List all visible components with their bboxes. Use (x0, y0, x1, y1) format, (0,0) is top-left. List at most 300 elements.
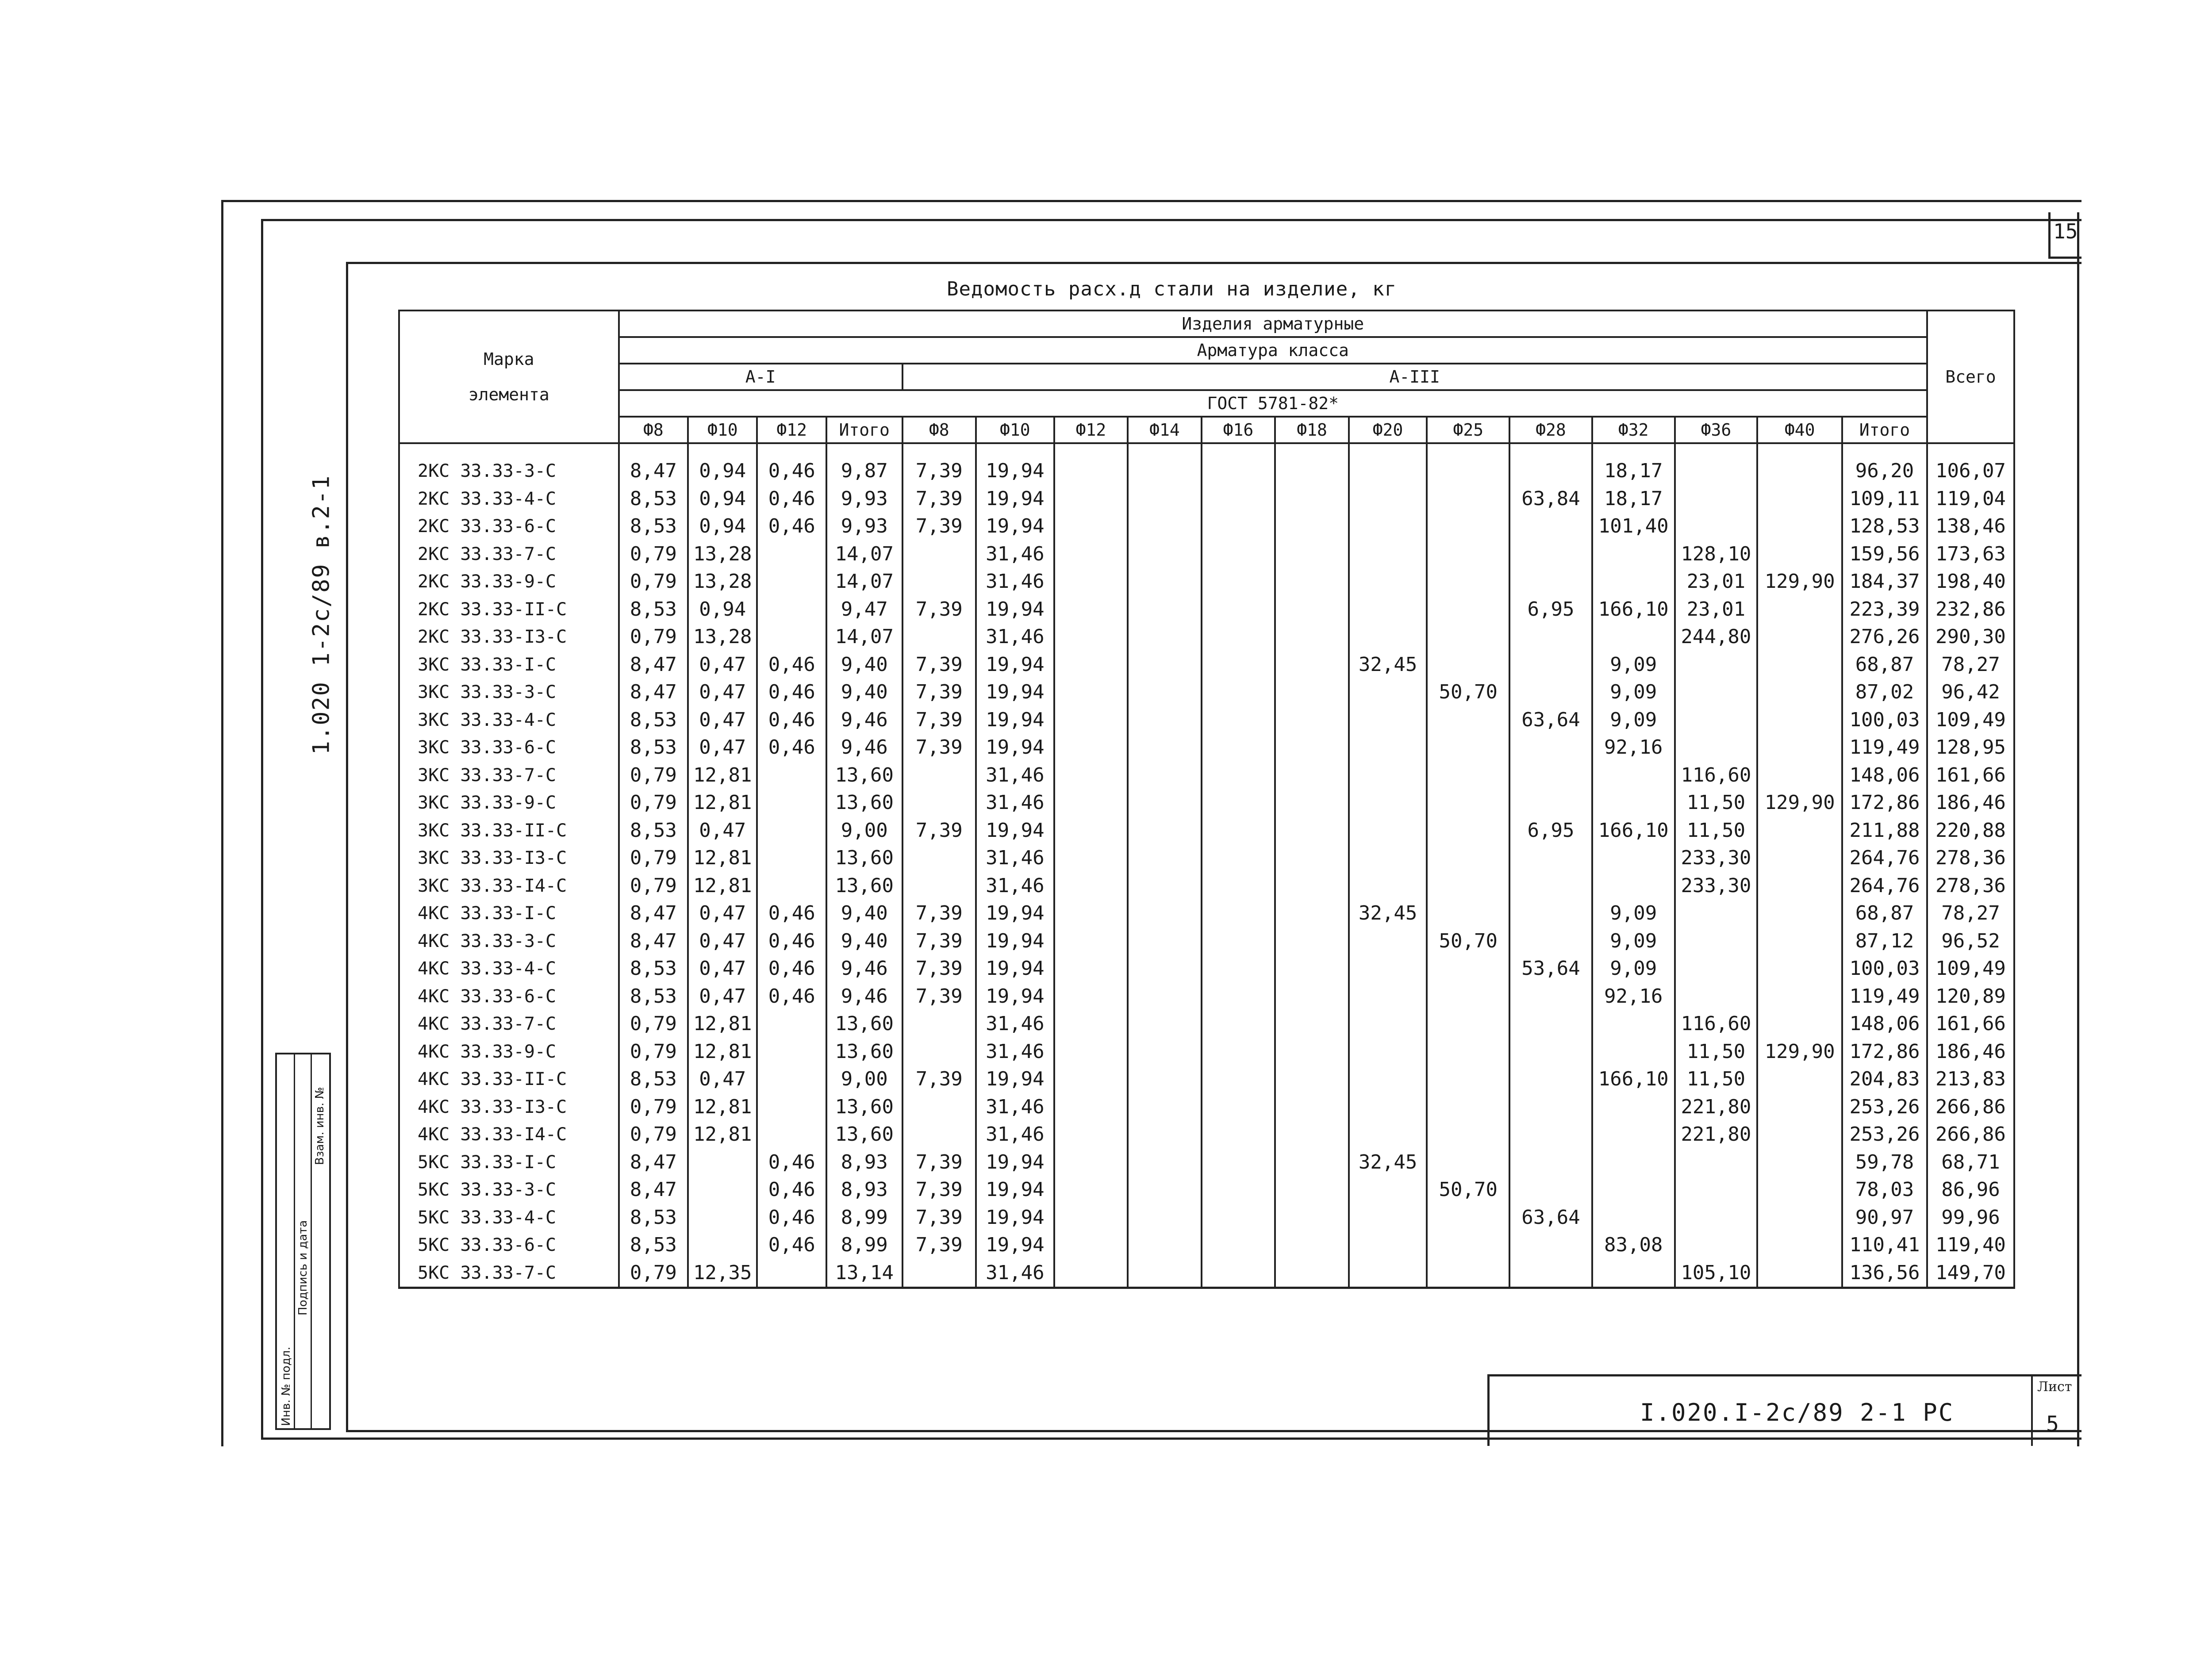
value-cell: 119,49 (1842, 734, 1927, 762)
header-group: Изделия арматурные (619, 310, 1927, 337)
value-cell (1275, 540, 1349, 568)
value-cell (1128, 762, 1202, 790)
value-cell: 106,07 (1927, 443, 2014, 485)
sheet-cell (2031, 1376, 2081, 1446)
value-cell: 9,47 (826, 596, 902, 624)
value-cell: 253,26 (1842, 1121, 1927, 1149)
value-cell (1509, 1231, 1592, 1259)
value-cell (1054, 596, 1128, 624)
value-cell: 8,47 (619, 678, 688, 706)
value-cell (1128, 443, 1202, 485)
value-cell (1202, 678, 1275, 706)
value-cell (1427, 443, 1509, 485)
value-cell: 9,40 (826, 900, 902, 928)
value-cell: 0,46 (757, 678, 826, 706)
value-cell (1202, 1259, 1275, 1288)
table-row (399, 1093, 2014, 1121)
value-cell (1275, 1149, 1349, 1177)
value-cell (1349, 1176, 1427, 1204)
value-cell (902, 540, 976, 568)
value-cell (1202, 651, 1275, 679)
value-cell: 0,79 (619, 844, 688, 872)
value-cell: 78,03 (1842, 1176, 1927, 1204)
value-cell: 11,50 (1675, 789, 1758, 817)
value-cell (1349, 596, 1427, 624)
value-cell (1509, 1121, 1592, 1149)
value-cell (1427, 568, 1509, 596)
value-cell (1349, 762, 1427, 790)
value-cell: 87,12 (1842, 928, 1927, 955)
value-cell (1592, 1149, 1675, 1177)
value-cell (1349, 983, 1427, 1011)
value-cell: 105,10 (1675, 1259, 1758, 1288)
value-cell (1427, 706, 1509, 734)
table-row (399, 1038, 2014, 1066)
value-cell (1675, 900, 1758, 928)
value-cell (1275, 651, 1349, 679)
element-mark-cell: 2КС 33.33-6-С (399, 513, 619, 540)
value-cell: 13,60 (826, 1038, 902, 1066)
value-cell (1675, 651, 1758, 679)
value-cell: 9,93 (826, 513, 902, 540)
value-cell (1054, 762, 1128, 790)
value-cell: 32,45 (1349, 651, 1427, 679)
value-cell: 0,46 (757, 706, 826, 734)
value-cell (1349, 1010, 1427, 1038)
value-cell: 0,79 (619, 1121, 688, 1149)
value-cell: 116,60 (1675, 1010, 1758, 1038)
value-cell: 278,36 (1927, 844, 2014, 872)
value-cell: 14,07 (826, 568, 902, 596)
value-cell: 0,47 (688, 900, 757, 928)
value-cell: 0,79 (619, 1038, 688, 1066)
value-cell: 8,53 (619, 513, 688, 540)
element-mark-cell: 2КС 33.33-9-С (399, 568, 619, 596)
value-cell: 83,08 (1592, 1231, 1675, 1259)
value-cell (1128, 955, 1202, 983)
value-cell (1202, 1066, 1275, 1093)
value-cell (1202, 1121, 1275, 1149)
value-cell: 19,94 (976, 485, 1054, 513)
value-cell: 13,60 (826, 762, 902, 790)
value-cell (1509, 623, 1592, 651)
value-cell (1054, 1259, 1128, 1288)
value-cell (1054, 1176, 1128, 1204)
header-gost: ГОСТ 5781-82* (619, 390, 1927, 417)
value-cell: 13,60 (826, 1010, 902, 1038)
value-cell (1349, 817, 1427, 845)
value-cell (1349, 844, 1427, 872)
value-cell: 128,10 (1675, 540, 1758, 568)
value-cell (1202, 485, 1275, 513)
value-cell: 8,47 (619, 651, 688, 679)
value-cell (1275, 789, 1349, 817)
value-cell (902, 568, 976, 596)
value-cell: 8,47 (619, 443, 688, 485)
value-cell (1427, 844, 1509, 872)
value-cell (902, 844, 976, 872)
value-cell: 161,66 (1927, 1010, 2014, 1038)
value-cell: 19,94 (976, 817, 1054, 845)
value-cell (1054, 928, 1128, 955)
value-cell (1202, 568, 1275, 596)
value-cell (1592, 540, 1675, 568)
value-cell: 7,39 (902, 983, 976, 1011)
value-cell (1509, 1093, 1592, 1121)
value-cell (1349, 1204, 1427, 1232)
value-cell (1349, 955, 1427, 983)
value-cell (1275, 1231, 1349, 1259)
value-cell (1509, 844, 1592, 872)
value-cell: 68,87 (1842, 900, 1927, 928)
value-cell (1427, 955, 1509, 983)
value-cell (1349, 1121, 1427, 1149)
value-cell: 78,27 (1927, 651, 2014, 679)
value-cell (1427, 817, 1509, 845)
value-cell: 68,87 (1842, 651, 1927, 679)
value-cell (1349, 623, 1427, 651)
table-row (399, 540, 2014, 568)
value-cell: 8,99 (826, 1231, 902, 1259)
value-cell (1202, 762, 1275, 790)
value-cell (1054, 1010, 1128, 1038)
value-cell: 7,39 (902, 1176, 976, 1204)
value-cell: 31,46 (976, 789, 1054, 817)
value-cell (1592, 1093, 1675, 1121)
value-cell (1054, 872, 1128, 900)
value-cell: 7,39 (902, 651, 976, 679)
value-cell: 0,79 (619, 789, 688, 817)
value-cell (1757, 1204, 1842, 1232)
value-cell (1128, 540, 1202, 568)
value-cell (1675, 678, 1758, 706)
value-cell: 148,06 (1842, 1010, 1927, 1038)
value-cell: 19,94 (976, 900, 1054, 928)
value-cell: 92,16 (1592, 734, 1675, 762)
top-sheet-number: 15 (2053, 219, 2078, 243)
value-cell: 198,40 (1927, 568, 2014, 596)
table-row (399, 1149, 2014, 1177)
value-cell (1054, 1066, 1128, 1093)
value-cell: 0,46 (757, 900, 826, 928)
value-cell: 0,46 (757, 983, 826, 1011)
value-cell: 19,94 (976, 651, 1054, 679)
value-cell (1349, 485, 1427, 513)
value-cell: 13,60 (826, 872, 902, 900)
value-cell: 96,20 (1842, 443, 1927, 485)
value-cell (1427, 1149, 1509, 1177)
value-cell: 8,93 (826, 1149, 902, 1177)
value-cell: 9,87 (826, 443, 902, 485)
value-cell: 0,79 (619, 568, 688, 596)
value-cell (757, 596, 826, 624)
value-cell (1675, 734, 1758, 762)
value-cell (1202, 443, 1275, 485)
value-cell (757, 844, 826, 872)
value-cell (1054, 485, 1128, 513)
value-cell: 129,90 (1757, 789, 1842, 817)
value-cell (1757, 983, 1842, 1011)
value-cell: 96,42 (1927, 678, 2014, 706)
value-cell (1509, 513, 1592, 540)
table-row (399, 817, 2014, 845)
value-cell: 266,86 (1927, 1093, 2014, 1121)
value-cell: 0,94 (688, 513, 757, 540)
value-cell (1509, 1010, 1592, 1038)
table-row (399, 789, 2014, 817)
value-cell (1128, 844, 1202, 872)
value-cell: 9,46 (826, 955, 902, 983)
value-cell: 87,02 (1842, 678, 1927, 706)
value-cell (1128, 734, 1202, 762)
value-cell (1202, 734, 1275, 762)
value-cell (1054, 955, 1128, 983)
column-header: Ф18 (1275, 417, 1349, 443)
value-cell (1128, 789, 1202, 817)
value-cell: 8,53 (619, 596, 688, 624)
value-cell: 159,56 (1842, 540, 1927, 568)
value-cell (1202, 1204, 1275, 1232)
value-cell: 9,00 (826, 1066, 902, 1093)
value-cell: 12,81 (688, 1038, 757, 1066)
value-cell: 100,03 (1842, 706, 1927, 734)
value-cell (1757, 1093, 1842, 1121)
value-cell: 129,90 (1757, 568, 1842, 596)
value-cell (1054, 900, 1128, 928)
value-cell (757, 1093, 826, 1121)
value-cell (1675, 983, 1758, 1011)
value-cell (1427, 540, 1509, 568)
value-cell (1592, 623, 1675, 651)
value-cell: 9,09 (1592, 678, 1675, 706)
value-cell (1275, 1176, 1349, 1204)
value-cell (1427, 762, 1509, 790)
value-cell: 9,40 (826, 928, 902, 955)
value-cell (1054, 1093, 1128, 1121)
value-cell: 220,88 (1927, 817, 2014, 845)
value-cell: 19,94 (976, 928, 1054, 955)
value-cell (1128, 596, 1202, 624)
value-cell (1202, 1176, 1275, 1204)
value-cell: 221,80 (1675, 1121, 1758, 1149)
table-row (399, 1176, 2014, 1204)
value-cell: 109,11 (1842, 485, 1927, 513)
value-cell: 90,97 (1842, 1204, 1927, 1232)
value-cell (1509, 678, 1592, 706)
value-cell (902, 789, 976, 817)
value-cell: 128,53 (1842, 513, 1927, 540)
value-cell: 7,39 (902, 928, 976, 955)
value-cell (1054, 1121, 1128, 1149)
value-cell (1509, 762, 1592, 790)
value-cell: 50,70 (1427, 1176, 1509, 1204)
value-cell: 13,60 (826, 1121, 902, 1149)
element-mark-cell: 2КС 33.33-4-С (399, 485, 619, 513)
value-cell (1509, 443, 1592, 485)
value-cell: 172,86 (1842, 789, 1927, 817)
value-cell (1427, 1010, 1509, 1038)
value-cell: 0,79 (619, 540, 688, 568)
value-cell: 99,96 (1927, 1204, 2014, 1232)
value-cell (1054, 706, 1128, 734)
value-cell: 110,41 (1842, 1231, 1927, 1259)
value-cell (1427, 872, 1509, 900)
value-cell (1202, 706, 1275, 734)
value-cell: 19,94 (976, 678, 1054, 706)
value-cell: 128,95 (1927, 734, 2014, 762)
value-cell (1592, 1176, 1675, 1204)
value-cell (1275, 734, 1349, 762)
value-cell (1592, 1038, 1675, 1066)
value-cell (1757, 513, 1842, 540)
value-cell (1757, 844, 1842, 872)
value-cell (757, 1259, 826, 1288)
value-cell: 266,86 (1927, 1121, 2014, 1149)
table-row (399, 734, 2014, 762)
value-cell: 19,94 (976, 1176, 1054, 1204)
value-cell: 9,09 (1592, 900, 1675, 928)
element-mark-cell: 4КС 33.33-I-С (399, 900, 619, 928)
value-cell: 11,50 (1675, 817, 1758, 845)
table-row (399, 1259, 2014, 1288)
table-row (399, 844, 2014, 872)
value-cell: 12,81 (688, 762, 757, 790)
value-cell: 136,56 (1842, 1259, 1927, 1288)
value-cell: 0,46 (757, 1231, 826, 1259)
value-cell (1757, 955, 1842, 983)
value-cell: 7,39 (902, 513, 976, 540)
value-cell: 19,94 (976, 955, 1054, 983)
element-mark-cell: 4КС 33.33-4-С (399, 955, 619, 983)
value-cell: 12,81 (688, 789, 757, 817)
value-cell (757, 1121, 826, 1149)
value-cell (1349, 540, 1427, 568)
value-cell (902, 1093, 976, 1121)
value-cell (1592, 872, 1675, 900)
column-header: Ф20 (1349, 417, 1427, 443)
value-cell: 109,49 (1927, 955, 2014, 983)
value-cell: 19,94 (976, 1149, 1054, 1177)
value-cell (1349, 1066, 1427, 1093)
value-cell (1509, 1259, 1592, 1288)
value-cell (757, 623, 826, 651)
value-cell (1427, 789, 1509, 817)
column-header: Итого (826, 417, 902, 443)
element-mark-cell: 3КС 33.33-4-С (399, 706, 619, 734)
value-cell (1675, 706, 1758, 734)
element-mark-cell: 3КС 33.33-9-С (399, 789, 619, 817)
value-cell: 120,89 (1927, 983, 2014, 1011)
value-cell (1509, 1038, 1592, 1066)
value-cell: 63,84 (1509, 485, 1592, 513)
value-cell: 19,94 (976, 1231, 1054, 1259)
value-cell: 233,30 (1675, 872, 1758, 900)
table-row (399, 651, 2014, 679)
value-cell: 264,76 (1842, 844, 1927, 872)
value-cell (1675, 955, 1758, 983)
value-cell (1202, 1149, 1275, 1177)
header-class-a1: А-I (619, 364, 902, 390)
value-cell: 0,47 (688, 955, 757, 983)
value-cell: 119,40 (1927, 1231, 2014, 1259)
value-cell: 11,50 (1675, 1038, 1758, 1066)
value-cell (1128, 817, 1202, 845)
value-cell: 204,83 (1842, 1066, 1927, 1093)
value-cell (1509, 651, 1592, 679)
value-cell: 8,47 (619, 1176, 688, 1204)
table-row (399, 928, 2014, 955)
value-cell (1349, 789, 1427, 817)
value-cell (1427, 596, 1509, 624)
value-cell (1128, 651, 1202, 679)
value-cell (1202, 1010, 1275, 1038)
header-class-a3: А-III (902, 364, 1927, 390)
value-cell (1275, 1066, 1349, 1093)
table-row (399, 513, 2014, 540)
value-cell: 211,88 (1842, 817, 1927, 845)
value-cell: 0,79 (619, 1259, 688, 1288)
value-cell: 12,81 (688, 872, 757, 900)
value-cell: 278,36 (1927, 872, 2014, 900)
value-cell: 8,99 (826, 1204, 902, 1232)
value-cell: 0,47 (688, 928, 757, 955)
value-cell: 9,09 (1592, 706, 1675, 734)
header-subgroup: Арматура класса (619, 337, 1927, 364)
value-cell: 0,46 (757, 734, 826, 762)
value-cell (1202, 1038, 1275, 1066)
value-cell (1128, 1259, 1202, 1288)
value-cell (1349, 872, 1427, 900)
value-cell: 8,53 (619, 706, 688, 734)
approval-label-3: Взам. инв. № (313, 1087, 326, 1165)
value-cell (1427, 485, 1509, 513)
value-cell (1128, 1149, 1202, 1177)
value-cell (1349, 513, 1427, 540)
value-cell (1757, 1231, 1842, 1259)
value-cell: 19,94 (976, 734, 1054, 762)
value-cell (1275, 513, 1349, 540)
value-cell: 0,46 (757, 1176, 826, 1204)
column-header: Ф16 (1202, 417, 1275, 443)
value-cell (1427, 1121, 1509, 1149)
value-cell (1349, 928, 1427, 955)
value-cell (1054, 623, 1128, 651)
value-cell: 0,47 (688, 678, 757, 706)
value-cell: 23,01 (1675, 568, 1758, 596)
value-cell (1427, 1066, 1509, 1093)
value-cell (757, 789, 826, 817)
value-cell: 6,95 (1509, 596, 1592, 624)
value-cell (1757, 1149, 1842, 1177)
document-code: I.020.I-2с/89 2-1 РС (1640, 1399, 1955, 1426)
column-header: Ф32 (1592, 417, 1675, 443)
value-cell: 13,60 (826, 789, 902, 817)
value-cell: 19,94 (976, 983, 1054, 1011)
value-cell: 53,64 (1509, 955, 1592, 983)
value-cell: 184,37 (1842, 568, 1927, 596)
value-cell (757, 568, 826, 596)
element-mark-cell: 3КС 33.33-I-С (399, 651, 619, 679)
value-cell: 116,60 (1675, 762, 1758, 790)
value-cell: 7,39 (902, 1066, 976, 1093)
value-cell (1054, 844, 1128, 872)
value-cell: 7,39 (902, 485, 976, 513)
value-cell (1128, 623, 1202, 651)
value-cell: 68,71 (1927, 1149, 2014, 1177)
value-cell: 11,50 (1675, 1066, 1758, 1093)
value-cell: 6,95 (1509, 817, 1592, 845)
value-cell: 9,09 (1592, 651, 1675, 679)
